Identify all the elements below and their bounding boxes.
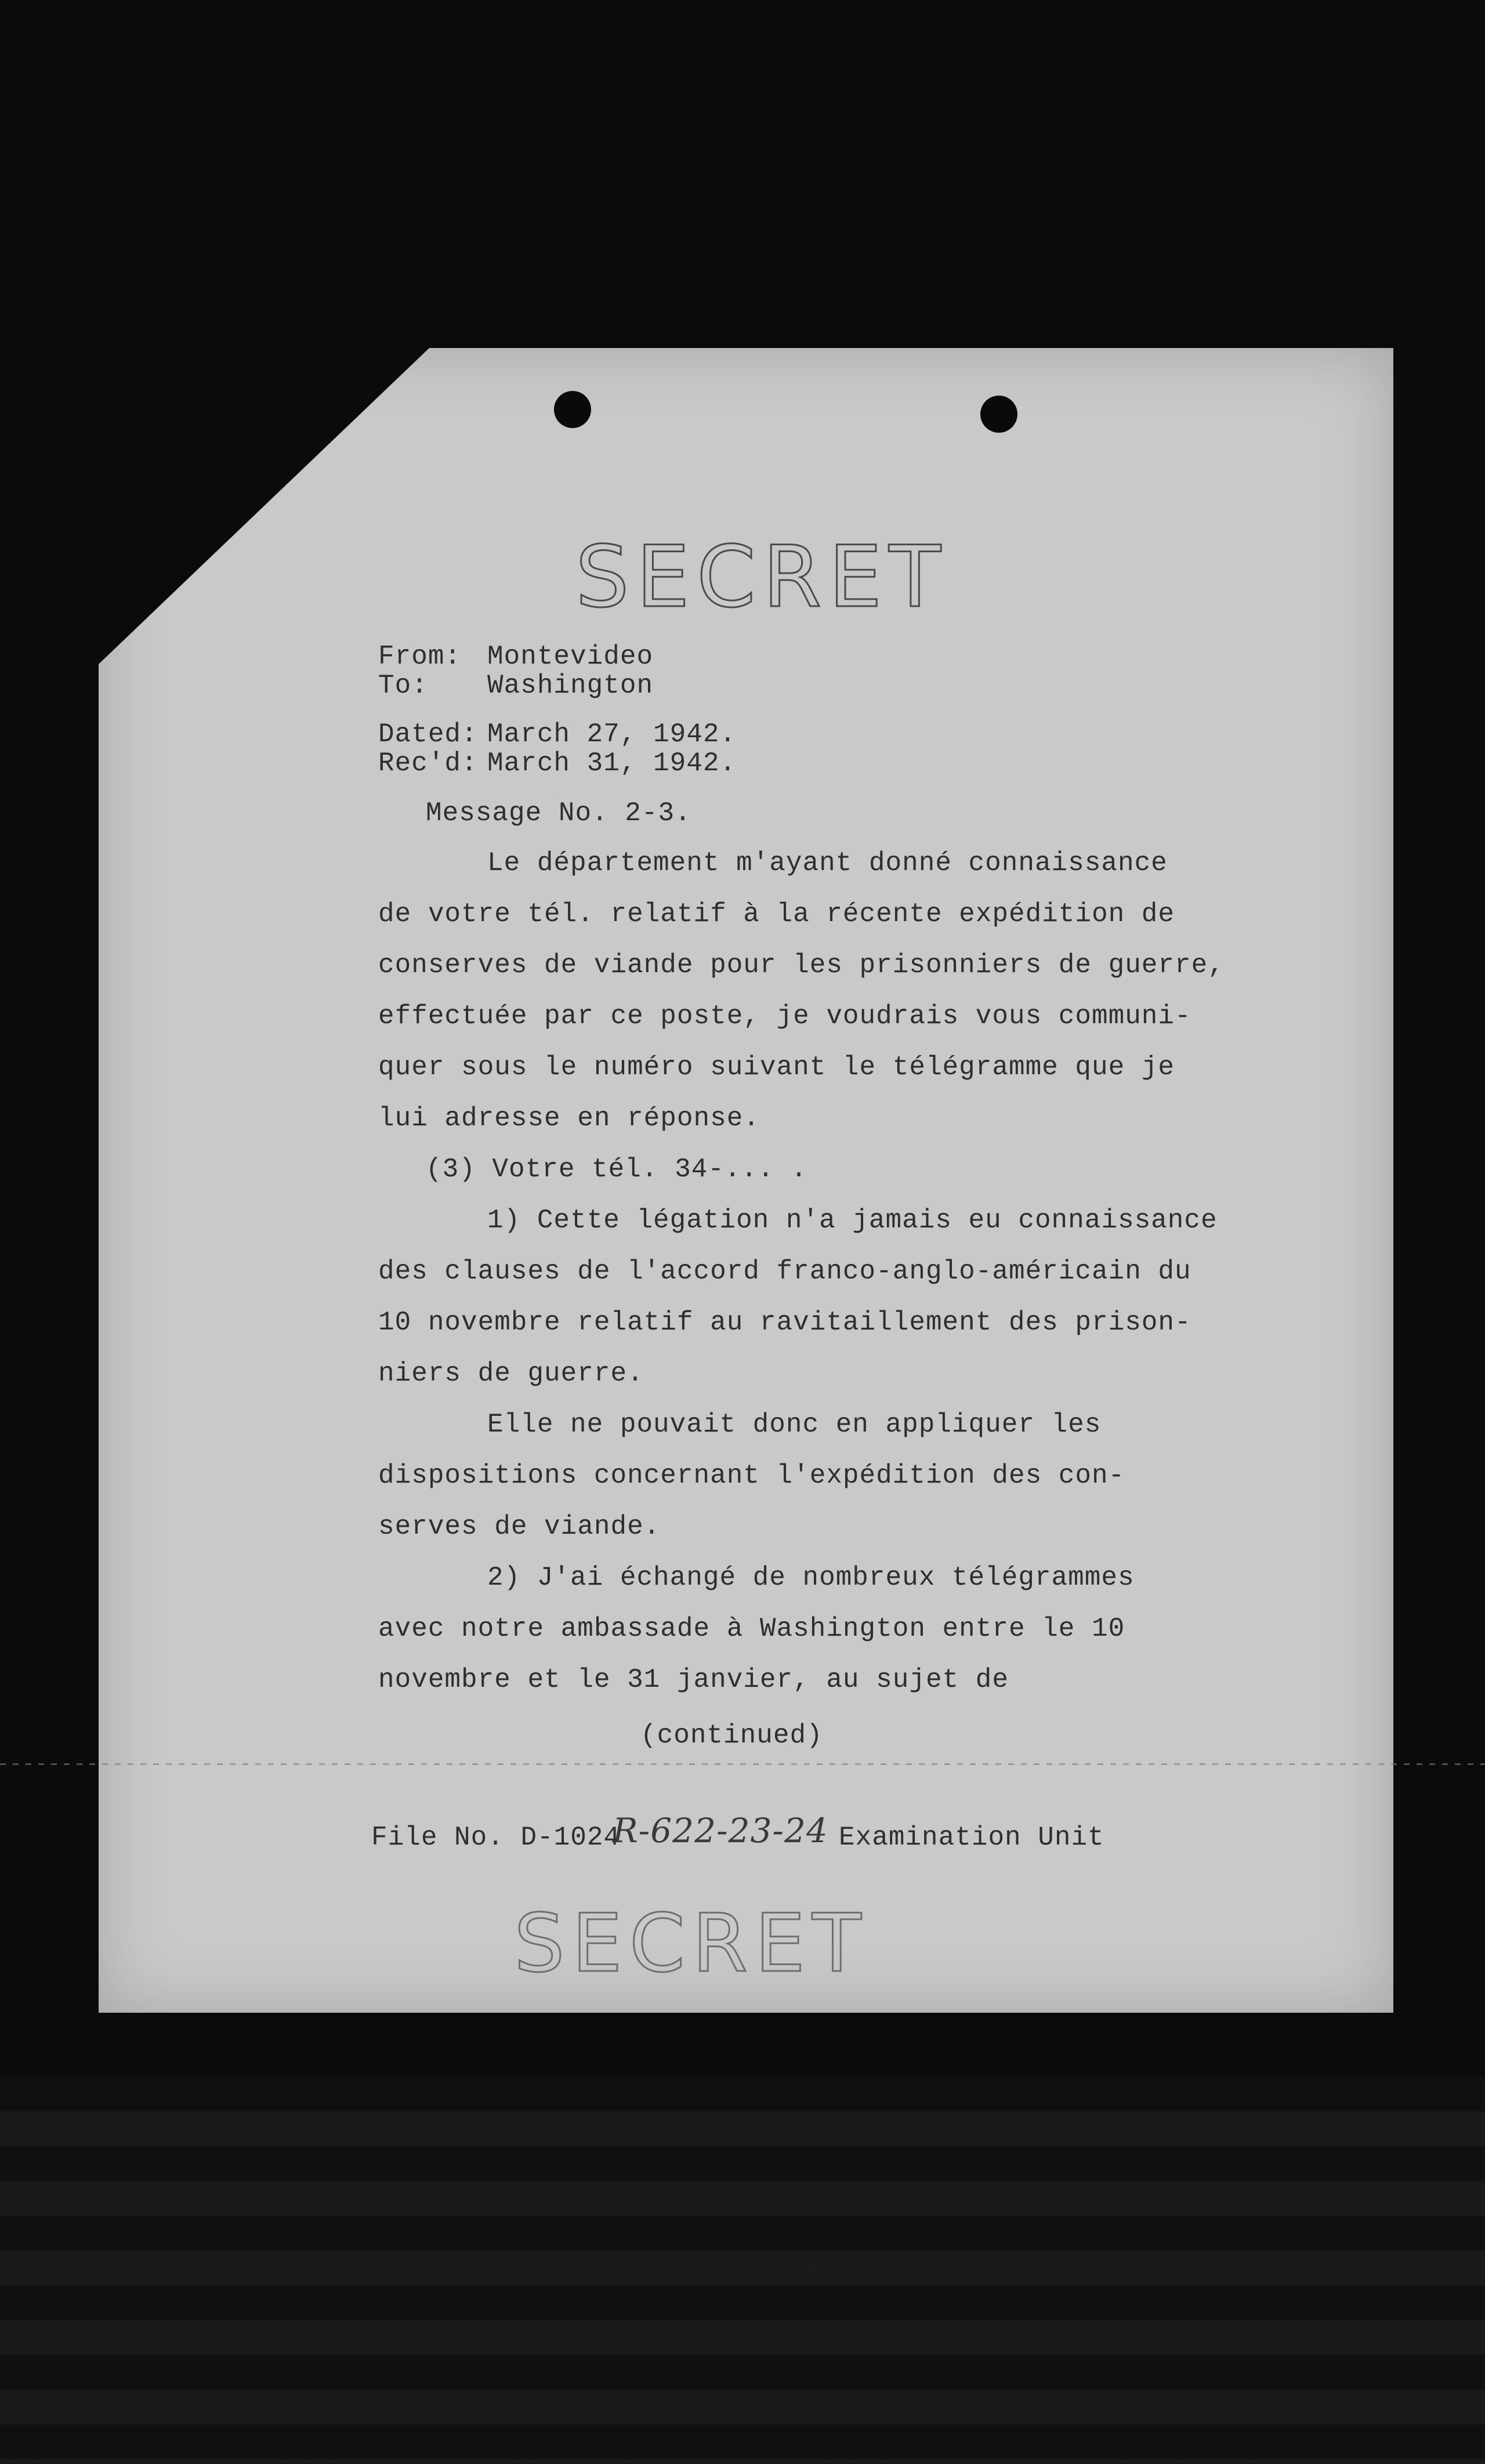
body-line: conserves de viande pour les prisonniers de guerre, — [378, 950, 1225, 980]
body-line: avec notre ambassade à Washington entre le 10 — [378, 1614, 1125, 1644]
secret-stamp-top: SECRET — [575, 528, 948, 626]
body-line: de votre tél. relatif à la récente expédition de — [378, 899, 1175, 929]
to-label: To: — [378, 671, 428, 701]
body-line: 10 novembre relatif au ravitaillement des prison- — [378, 1307, 1191, 1338]
body-line: 1) Cette légation n'a jamais eu connaissance — [487, 1205, 1218, 1235]
examination-unit-label: Examination Unit — [839, 1822, 1104, 1853]
file-handwritten-reference: R-622-23-24 — [613, 1811, 828, 1850]
punch-hole-right — [980, 396, 1017, 433]
body-line: 2) J'ai échangé de nombreux télégrammes — [487, 1563, 1135, 1593]
dated-value: March 27, 1942. — [487, 719, 737, 749]
punch-hole-left — [554, 391, 591, 428]
body-line: lui adresse en réponse. — [378, 1103, 760, 1133]
body-line: (3) Votre tél. 34-... . — [426, 1154, 807, 1184]
to-value: Washington — [487, 671, 654, 701]
secret-stamp-bottom: SECRET — [514, 1897, 868, 1990]
body-line: niers de guerre. — [378, 1358, 644, 1389]
body-line: des clauses de l'accord franco-anglo-américain du — [378, 1256, 1191, 1287]
film-strip-background — [0, 2077, 1485, 2464]
message-number: Message No. 2-3. — [426, 798, 691, 828]
body-line: quer sous le numéro suivant le télégramme que je — [378, 1052, 1175, 1082]
recd-label: Rec'd: — [378, 748, 478, 778]
body-line: Le département m'ayant donné connaissance — [487, 848, 1168, 878]
body-line: serves de viande. — [378, 1512, 661, 1542]
page-seam — [0, 1763, 1485, 1765]
continued-note: (continued) — [640, 1720, 823, 1751]
dated-label: Dated: — [378, 719, 478, 749]
from-value: Montevideo — [487, 642, 654, 672]
body-line: effectuée par ce poste, je voudrais vous communi- — [378, 1001, 1191, 1031]
from-label: From: — [378, 642, 462, 672]
body-line: dispositions concernant l'expédition des con- — [378, 1461, 1125, 1491]
recd-value: March 31, 1942. — [487, 748, 737, 778]
file-number-label: File No. D-1024 — [371, 1822, 621, 1853]
body-line: novembre et le 31 janvier, au sujet de — [378, 1665, 1009, 1695]
body-line: Elle ne pouvait donc en appliquer les — [487, 1409, 1102, 1440]
